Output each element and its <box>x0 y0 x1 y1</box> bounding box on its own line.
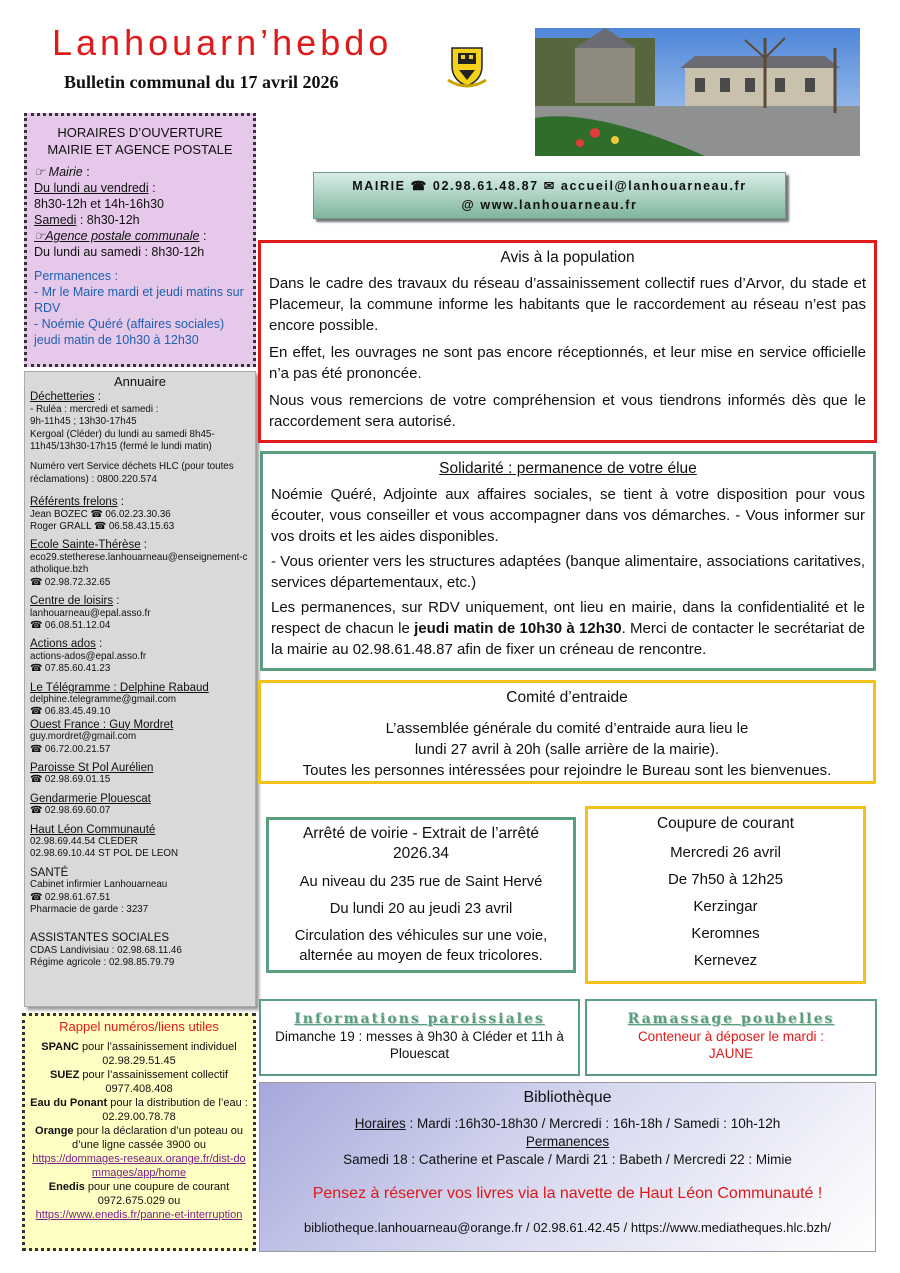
mairie-heading: ☞ Mairie : <box>34 165 90 179</box>
waste-collection-box: Ramassage poubelles Conteneur à déposer le mardi : JAUNE <box>585 999 877 1076</box>
weekdays-hours: 8h30-12h et 14h-16h30 <box>34 197 164 211</box>
saturday-label: Samedi <box>34 213 77 227</box>
road-order-box: Arrêté de voirie - Extrait de l’arrêté 2026.34 Au niveau du 235 rue de Saint Hervé Du lundi 20 au jeudi 23 avril Circulation des véhicules sur une voie, alternée au moyen de feux tricolores. <box>266 817 576 973</box>
permanences-section: Permanences : - Mr le Maire mardi et jeudi matins sur RDV - Noémie Quéré (affaires sociales) jeudi matin de 10h30 à 12h30 <box>34 269 244 347</box>
parish-info-box: Informations paroissiales Dimanche 19 : messes à 9h30 à Cléder et 11h à Plouescat <box>259 999 580 1076</box>
parish-title: Informations paroissiales <box>294 1011 545 1027</box>
hours-title: HORAIRES D’OUVERTURE MAIRIE ET AGENCE POSTALE <box>47 125 233 157</box>
directory-title: Annuaire <box>113 374 167 389</box>
enedis-outage-link[interactable]: https://www.enedis.fr/panne-et-interruption <box>35 1209 243 1221</box>
mairie-contact-bar <box>313 172 786 219</box>
newsletter-subtitle: Bulletin communal du 17 avril 2026 <box>64 72 339 92</box>
town-hall-photo <box>535 28 860 156</box>
solidarity-box: Solidarité : permanence de votre élue Noémie Quéré, Adjointe aux affaires sociales, se tient à votre disposition pour vous écouter, vous conseiller et vous accompagner dans vos démarches. - Vous informer sur vos droits et les aides disponibles. - Vous orienter vers les structures adaptées (banque alimentaire, associations caritatives, services départementaux, etc.) Les permanences, sur RDV uniquement, ont lieu en mairie, dans la confidentialité et le respect de chacun le jeudi matin de 10h30 à 12h30. Merci de contacter le secrétariat de la mairie au 02.98.61.48.87 afin de fixer un créneau de rencontre. <box>260 451 876 671</box>
public-notice-box: Avis à la population Dans le cadre des travaux du réseau d’assainissement collectif rues d’Arvor, du stade et Placemeur, la commune informe les habitants que le raccordement au réseau n’est pas encore possible. En effet, les ouvrages ne sont pas encore réceptionnés, et leur mise en service officielle n’a pas été prononcée. Nous vous remercions de votre compréhension et vous tiendrons informés dès que le raccordement sera autorisé. <box>258 240 877 443</box>
school-email: eco29.stetherese.lanhouarneau@enseignement-catholique.bzh <box>30 551 248 576</box>
bin-color: JAUNE <box>708 1046 754 1061</box>
useful-numbers-box: Rappel numéros/liens utiles SPANC pour l’assainissement individuel 02.98.29.51.45 SUEZ pour l’assainissement collectif 0977.408.408 Eau du Ponant pour la distribution de l’eau : 02.29.00.78.78 Orange pour la déclaration d’un poteau ou d’une ligne cassée 3900 ou https://dommages-reseaux.orange.fr/dist-dommages/app/home Enedis pour une coupure de courant 0972.675.029 ou https://www.enedis.fr/panne-et-interruption <box>22 1013 256 1251</box>
public-notice-title: Avis à la population <box>500 249 635 266</box>
road-order-title: Arrêté de voirie - Extrait de l’arrêté 2026.34 <box>302 825 540 862</box>
library-title: Bibliothèque <box>523 1089 612 1106</box>
mairie-phone-email: MAIRIE ☎ 02.98.61.48.87 ✉ accueil@lanhouarneau.fr <box>352 179 747 193</box>
library-box: Bibliothèque Horaires : Mardi :16h30-18h30 / Mercredi : 16h-18h / Samedi : 10h-12h Permanences Samedi 18 : Catherine et Pascale / Mardi 21 : Babeth / Mercredi 22 : Mimie Pensez à réserver vos livres via la navette de Haut Léon Communauté ! bibliotheque.lanhouarneau@orange.fr / 02.98.61.42.45 / https://www.mediatheques.hlc.bzh/ <box>259 1082 876 1252</box>
agence-hours: Du lundi au samedi : 8h30-12h <box>34 245 205 259</box>
library-contact[interactable]: bibliotheque.lanhouarneau@orange.fr / 02.98.61.42.45 / https://www.mediatheques.hlc.bzh/ <box>303 1220 832 1235</box>
directory-box: Annuaire Déchetteries : - Ruléa : mercredi et samedi : 9h-11h45 ; 13h30-17h45 Kergoal (Cléder) du lundi au samedi 8h45-11h45/13h30-17h15 (fermé le lundi matin) Numéro vert Service déchets HLC (pour toutes réclamations) : 0800.220.574 Référents frelons : Jean BOZEC ☎ 06.02.23.30.36 Roger GRALL ☎ 06.58.43.15.63 Ecole Sainte-Thérèse : eco29.stetherese.lanhouarneau@enseignement-catholique.bzh ☎ 02.98.72.32.65 Centre de loisirs : lanhouarneau@epal.asso.fr ☎ 06.08.51.12.04 Actions ados : actions-ados@epal.asso.fr ☎ 07.85.60.41.23 Le Télégramme : Delphine Rabaud delphine.telegramme@gmail.com ☎ 06.83.45.49.10 Ouest France : Guy Mordret guy.mordret@gmail.com ☎ 06.72.00.21.57 Paroisse St Pol Aurélien ☎ 02.98.69.01.15 Gendarmerie Plouescat ☎ 02.98.69.60.07 Haut Léon Communauté 02.98.69.44.54 CLEDER 02.98.69.10.44 ST POL DE LEON SANTÉ Cabinet infirmier Lanhouarneau ☎ 02.98.61.67.51 Pharmacie de garde : 3237 ASSISTANTES SOCIALES CDAS Landivisiau : 02.98.68.11.46 Régime agricole : 02.98.85.79.79 <box>24 371 256 1007</box>
library-promo: Pensez à réserver vos livres via la navette de Haut Léon Communauté ! <box>312 1185 823 1202</box>
town-crest-logo <box>446 42 488 90</box>
waste-collection-title: Ramassage poubelles <box>627 1011 835 1027</box>
power-cut-title: Coupure de courant <box>656 815 794 832</box>
opening-hours-box: HORAIRES D’OUVERTURE MAIRIE ET AGENCE POSTALE ☞ Mairie : Du lundi au vendredi : 8h30-12h et 14h-16h30 Samedi : 8h30-12h ☞Agence postale communale : Du lundi au samedi : 8h30-12h Permanences : - Mr le Maire mardi et jeudi matins sur RDV - Noémie Quéré (affaires sociales) jeudi matin de 10h30 à 12h30 <box>24 113 256 367</box>
newsletter-title: Lanhouarn’hebdo <box>52 22 393 63</box>
mairie-website[interactable]: @ www.lanhouarneau.fr <box>461 198 638 212</box>
mutual-aid-committee-box: Comité d’entraide L’assemblée générale du comité d’entraide aura lieu le lundi 27 avril à 20h (salle arrière de la mairie). Toutes les personnes intéressées pour rejoindre le Bureau sont les bienvenues. <box>258 680 876 784</box>
power-cut-place: Keromnes <box>691 925 760 942</box>
agence-heading: ☞Agence postale communale : <box>34 229 207 243</box>
orange-damage-link[interactable]: https://dommages-reseaux.orange.fr/dist-dommages/app/home <box>32 1153 246 1179</box>
power-cut-box: Coupure de courant Mercredi 26 avril De 7h50 à 12h25 Kerzingar Keromnes Kernevez <box>585 806 866 984</box>
weekdays-label: Du lundi au vendredi <box>34 181 149 195</box>
useful-numbers-title: Rappel numéros/liens utiles <box>59 1019 219 1034</box>
solidarity-title: Solidarité : permanence de votre élue <box>439 460 697 477</box>
power-cut-place: Kerzingar <box>693 898 758 915</box>
committee-title: Comité d’entraide <box>506 689 628 706</box>
power-cut-place: Kernevez <box>693 952 758 969</box>
